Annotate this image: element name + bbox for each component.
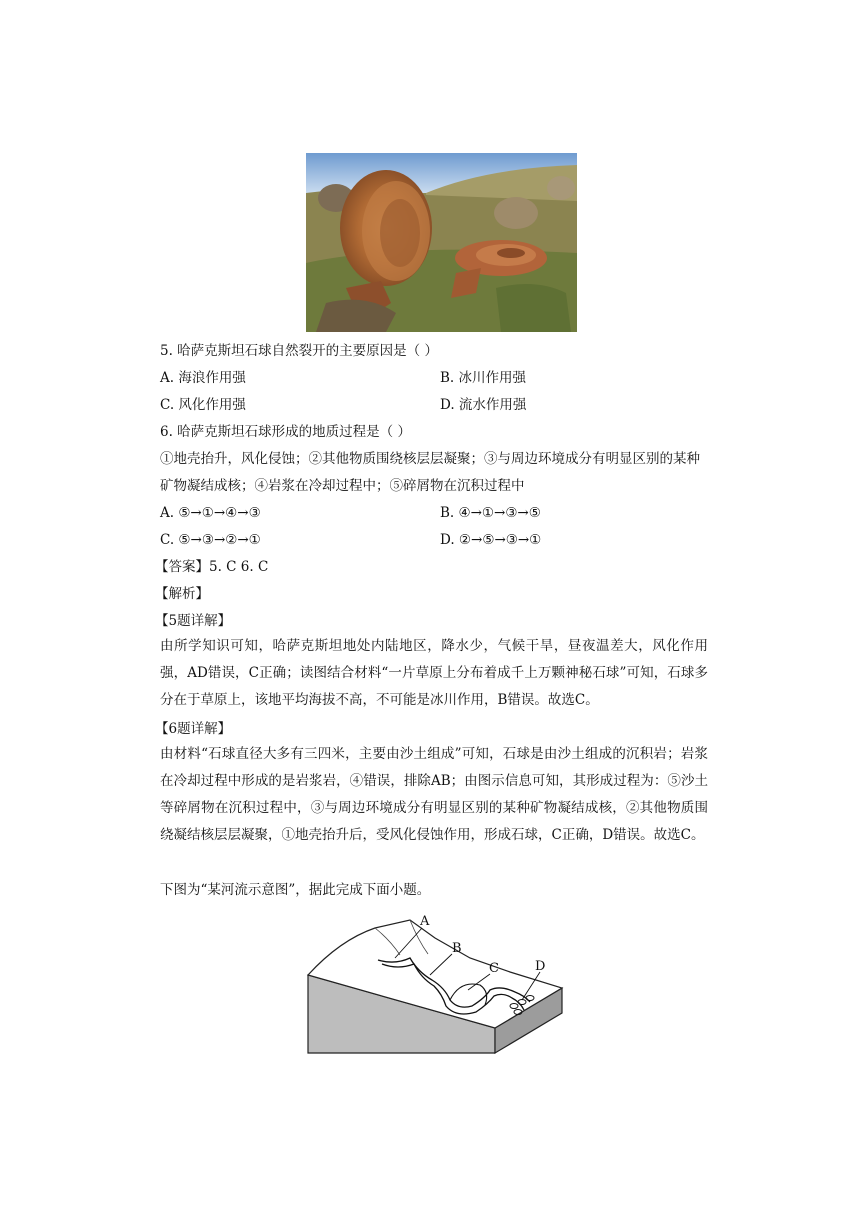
q5-option-d: D. 流水作用强 xyxy=(440,397,527,413)
analysis-heading: 【解析】 xyxy=(155,586,209,602)
intro-line: 下图为“某河流示意图”，据此完成下面小题。 xyxy=(160,882,431,898)
diagram-label-a: A xyxy=(420,914,430,929)
detail6-heading: 【6题详解】 xyxy=(155,721,232,737)
q5-option-c: C. 风化作用强 xyxy=(160,397,246,413)
q5-stem: 5. 哈萨克斯坦石球自然裂开的主要原因是（ ） xyxy=(160,343,438,359)
river-diagram-svg xyxy=(300,910,570,1060)
detail6-text: 由材料“石球直径大多有三四米，主要由沙土组成”可知，石球是由沙土组成的沉积岩；岩浆在冷却过程中形成的是岩浆岩，④错误，排除AB；由图示信息可知，其形成过程为：⑤沙土等碎屑物在沉积过程中，③与周边环境成分有明显区别的某种矿物凝结成核，②其他物质围绕凝结核层层凝聚，①地壳抬升后，受风化侵蚀作用，形成石球，C正确，D错误。故选C。 xyxy=(160,746,708,843)
q5-option-b: B. 冰川作用强 xyxy=(440,370,527,386)
diagram-label-c: C xyxy=(489,961,499,976)
q5-option-a: A. 海浪作用强 xyxy=(160,370,246,386)
q6-material-line2: 矿物凝结成核；④岩浆在冷却过程中；⑤碎屑物在沉积过程中 xyxy=(160,478,525,494)
q6-option-b: B. ④→①→③→⑤ xyxy=(440,505,541,521)
diagram-label-d: D xyxy=(535,959,546,974)
detail5-text: 由所学知识可知，哈萨克斯坦地处内陆地区，降水少，气候干旱，昼夜温差大，风化作用强，AD错误，C正确；读图结合材料“一片草原上分布着成千上万颗神秘石球”可知，石球多分在于草原上，该地平均海拔不高，不可能是冰川作用，B错误。故选C。 xyxy=(160,638,708,708)
diagram-label-b: B xyxy=(452,941,462,956)
stone-ball-photo xyxy=(306,153,577,332)
q6-option-d: D. ②→⑤→③→① xyxy=(440,532,542,548)
stone-ball-image xyxy=(306,153,577,332)
river-diagram xyxy=(300,910,570,1060)
q6-option-a: A. ⑤→①→④→③ xyxy=(160,505,261,521)
q6-material-line1: ①地壳抬升，风化侵蚀；②其他物质围绕核层层凝聚；③与周边环境成分有明显区别的某种 xyxy=(160,451,700,467)
answer-line: 【答案】5. C 6. C xyxy=(155,559,269,575)
q6-stem: 6. 哈萨克斯坦石球形成的地质过程是（ ） xyxy=(160,424,411,440)
detail5-heading: 【5题详解】 xyxy=(155,613,232,629)
q6-option-c: C. ⑤→③→②→① xyxy=(160,532,261,548)
